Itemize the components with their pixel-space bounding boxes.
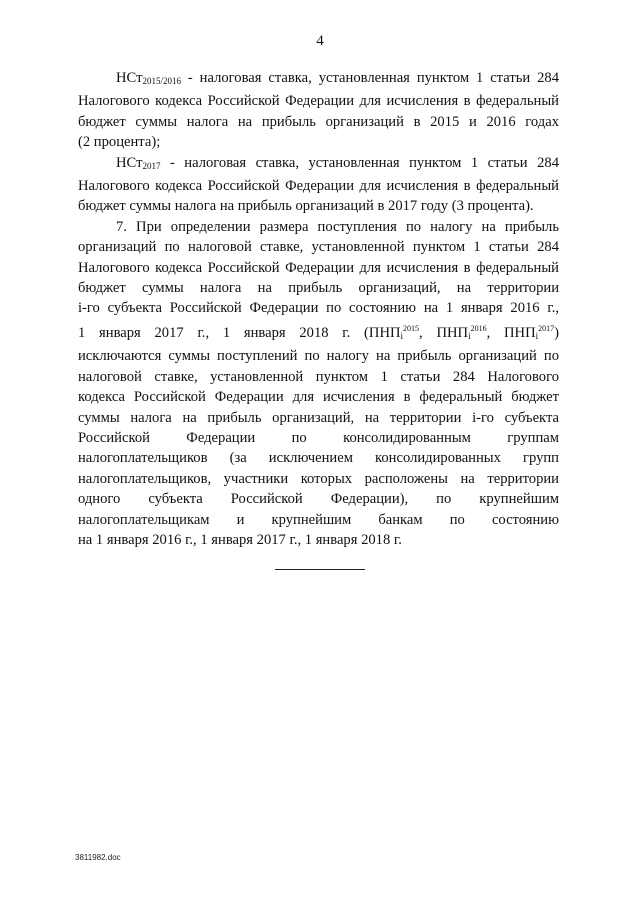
- clause-line: налогоплательщиков, участники которых расположены на территории: [78, 470, 559, 487]
- clause-line: кодекса Российской Федерации для исчисления в федеральный бюджет: [78, 389, 559, 406]
- definition-line: бюджет суммы налога на прибыль организаций в 2017 году (3 процента).: [78, 198, 534, 215]
- pnp-index: i: [400, 330, 404, 341]
- definition-nst-2017: [78, 153, 559, 217]
- footer-filename: 3811982.doc: [75, 853, 121, 862]
- clause-line: Российской Федерации по консолидированным группам: [78, 429, 559, 446]
- clause-line: на 1 января 2016 г., 1 января 2017 г., 1 января 2018 г.: [78, 531, 402, 548]
- clause-line: организаций по налоговой ставке, установленной пунктом 1 статьи 284: [78, 239, 559, 256]
- definition-line: бюджет суммы налога на прибыль организаций в 2015 и 2016 годах: [78, 113, 559, 130]
- symbol-subscript: 2015/2016: [142, 76, 181, 86]
- pnp-year: 2015: [403, 323, 420, 333]
- clause-line: суммы налога на прибыль организаций, на территории i-го субъекта: [78, 409, 559, 426]
- definition-line: Налогового кодекса Российской Федерации для исчисления в федеральный: [78, 178, 559, 195]
- definition-line: (2 процента);: [78, 134, 161, 151]
- page-number: 4: [316, 33, 324, 49]
- clause-dates-line: 1 января 2017 г., 1 января 2018 г. ($ПНП_i^{2015}$, $ПНП_i^{2016}$, $ПНП_i^{2017}$): [78, 323, 560, 341]
- document-body: [78, 68, 559, 550]
- clause-line: бюджет суммы налога на прибыль организаций, на территории: [78, 280, 559, 297]
- pnp-index: i: [468, 330, 471, 341]
- symbol: НСт: [116, 70, 143, 86]
- pnp-year: 2017: [538, 323, 555, 333]
- symbol: НСт: [116, 154, 143, 171]
- clause-7: [78, 217, 559, 551]
- definition-nst-2015-2016: [78, 68, 559, 153]
- definition-line: НСт$_{2015/2016}$ - налоговая ставка, установленная пунктом 1 статьи 284: [116, 70, 559, 86]
- definition-line: НСт$_{2017}$ - налоговая ставка, установленная пунктом 1 статьи 284: [116, 154, 559, 171]
- end-separator-line: [275, 569, 365, 570]
- clause-line: налогоплательщикам и крупнейшим банкам по состоянию: [78, 511, 559, 528]
- clause-line: i-го субъекта Российской Федерации по состоянию на 1 января 2016 г.,: [78, 300, 559, 317]
- pnp-year: 2016: [470, 323, 487, 333]
- pnp-symbol: ПНП: [368, 324, 401, 341]
- clause-line: одного субъекта Российской Федерации), по крупнейшим: [78, 491, 559, 508]
- clause-line: налоговой ставке, установленной пунктом 1 статьи 284 Налогового: [78, 368, 559, 385]
- clause-line: Налогового кодекса Российской Федерации для исчисления в федеральный: [78, 259, 559, 276]
- symbol-subscript: 2017: [142, 160, 161, 171]
- clause-line: 7. При определении размера поступления по налогу на прибыль: [116, 218, 559, 235]
- pnp-symbol: ПНП: [436, 324, 469, 341]
- definition-line: Налогового кодекса Российской Федерации для исчисления в федеральный: [78, 93, 559, 110]
- clause-line: исключаются суммы поступлений по налогу на прибыль организаций по: [78, 348, 559, 365]
- pnp-index: i: [535, 330, 539, 341]
- pnp-symbol: ПНП: [504, 324, 536, 341]
- clause-line: налогоплательщиков (за исключением консолидированных групп: [78, 450, 559, 467]
